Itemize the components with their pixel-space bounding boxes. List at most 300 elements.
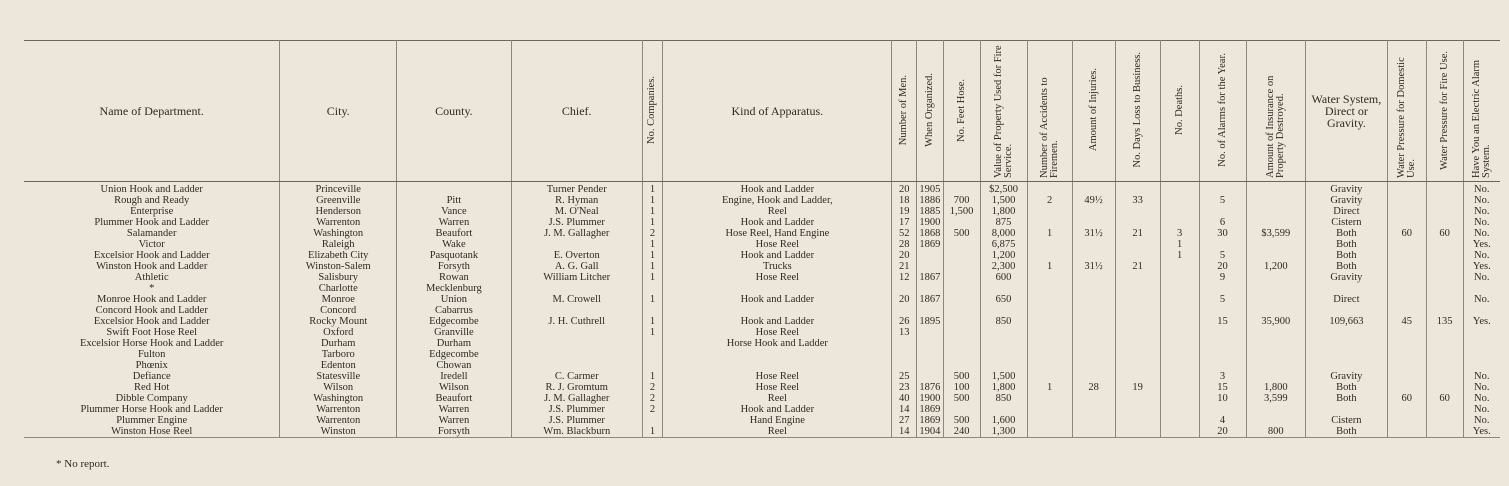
table-cell — [1199, 338, 1246, 349]
table-cell — [1160, 371, 1199, 382]
table-cell — [1426, 272, 1463, 283]
table-cell — [1387, 195, 1426, 206]
table-cell: Wilson — [397, 382, 512, 393]
table-cell — [1246, 338, 1305, 349]
table-cell: Both — [1305, 239, 1387, 250]
table-cell: 1,600 — [980, 415, 1027, 426]
table-cell: Winston Hook and Ladder — [96, 261, 208, 272]
table-cell — [1246, 182, 1305, 196]
table-cell — [1426, 283, 1463, 294]
table-cell: 2 — [642, 228, 662, 239]
table-cell: 1 — [1027, 228, 1072, 239]
table-cell — [1387, 305, 1426, 316]
table-cell: Durham — [280, 338, 397, 349]
table-cell: 500 — [943, 371, 980, 382]
table-cell — [1426, 327, 1463, 338]
table-cell — [1246, 239, 1305, 250]
table-cell — [1160, 338, 1199, 349]
table-cell — [1160, 426, 1199, 438]
table-cell — [1027, 305, 1072, 316]
table-cell — [1072, 305, 1115, 316]
table-cell: Victor — [138, 239, 165, 250]
table-cell — [1072, 327, 1115, 338]
table-cell: Reel — [663, 426, 892, 438]
column-header — [1160, 41, 1199, 182]
table-cell — [1199, 360, 1246, 371]
table-cell — [980, 338, 1027, 349]
table-cell — [1426, 415, 1463, 426]
table-cell: Iredell — [397, 371, 512, 382]
table-cell: 500 — [943, 228, 980, 239]
table-cell: Concord — [280, 305, 397, 316]
table-cell — [943, 239, 980, 250]
table-cell: 17 — [892, 217, 917, 228]
table-cell: Reel — [663, 393, 892, 404]
table-cell — [1160, 261, 1199, 272]
table-cell — [1115, 239, 1160, 250]
table-cell: Elizabeth City — [280, 250, 397, 261]
column-header — [663, 41, 892, 182]
table-cell: 28 — [892, 239, 917, 250]
table-cell: 1 — [1027, 382, 1072, 393]
table-cell: Athletic — [134, 272, 169, 283]
header-row — [24, 41, 1500, 182]
table-cell: M. O'Neal — [511, 206, 642, 217]
table-row — [24, 272, 1500, 283]
table-cell: Greenville — [280, 195, 397, 206]
table-cell: Excelsior Horse Hook and Ladder — [79, 338, 224, 349]
table-cell: 1904 — [917, 426, 944, 438]
table-cell — [1387, 294, 1426, 305]
table-cell: 650 — [980, 294, 1027, 305]
table-cell: Warren — [397, 415, 512, 426]
column-header — [1072, 41, 1115, 182]
table-cell — [1027, 360, 1072, 371]
table-cell: Durham — [397, 338, 512, 349]
table-cell: Plummer Hook and Ladder — [94, 217, 209, 228]
table-cell: No. — [1463, 182, 1500, 196]
column-header — [1387, 41, 1426, 182]
table-cell — [1027, 426, 1072, 438]
table-cell — [1072, 206, 1115, 217]
column-header — [642, 41, 662, 182]
table-row — [24, 250, 1500, 261]
table-cell: Salamander — [126, 228, 177, 239]
table-cell: 19 — [1115, 382, 1160, 393]
table-row — [24, 195, 1500, 206]
footnote: * No report. — [56, 458, 110, 470]
table-cell: 1895 — [917, 316, 944, 327]
table-cell: No. — [1463, 217, 1500, 228]
column-header-label: Number of Men. — [898, 74, 910, 146]
table-cell — [980, 305, 1027, 316]
table-cell: Dibble Company — [115, 393, 188, 404]
table-cell — [943, 327, 980, 338]
table-cell — [943, 316, 980, 327]
table-row — [24, 426, 1500, 438]
table-cell — [1199, 305, 1246, 316]
table-cell: 1 — [642, 217, 662, 228]
table-cell — [1463, 360, 1500, 371]
table-cell — [1072, 349, 1115, 360]
table-cell — [1246, 294, 1305, 305]
table-cell: E. Overton — [511, 250, 642, 261]
table-cell: 25 — [892, 371, 917, 382]
table-cell: 30 — [1199, 228, 1246, 239]
table-cell: Horse Hook and Ladder — [663, 338, 892, 349]
table-cell — [1072, 217, 1115, 228]
table-cell: Hand Engine — [663, 415, 892, 426]
table-cell — [1115, 305, 1160, 316]
table-cell — [1305, 338, 1387, 349]
table-cell: Wm. Blackburn — [511, 426, 642, 438]
table-cell — [892, 338, 917, 349]
table-cell: 1 — [642, 272, 662, 283]
table-cell — [1160, 327, 1199, 338]
table-cell — [1387, 338, 1426, 349]
table-cell — [1426, 206, 1463, 217]
column-header — [943, 41, 980, 182]
table-row — [24, 371, 1500, 382]
table-cell — [1160, 360, 1199, 371]
table-cell: 2 — [642, 382, 662, 393]
table-cell — [1387, 217, 1426, 228]
table-cell — [1160, 217, 1199, 228]
fire-department-table — [24, 40, 1500, 438]
table-cell: J.S. Plummer — [511, 415, 642, 426]
table-cell: Enterprise — [130, 206, 174, 217]
table-row — [24, 228, 1500, 239]
table-cell — [1305, 349, 1387, 360]
table-cell: Oxford — [280, 327, 397, 338]
table-cell: 1 — [642, 239, 662, 250]
table-cell — [1115, 294, 1160, 305]
table-cell — [511, 327, 642, 338]
table-cell: J. M. Gallagher — [511, 393, 642, 404]
table-cell — [1160, 195, 1199, 206]
table-cell — [1387, 349, 1426, 360]
table-cell: 1900 — [917, 393, 944, 404]
table-cell: Cistern — [1305, 415, 1387, 426]
column-header-label: Have You an Electric Alarm System. — [1470, 59, 1492, 178]
table-cell — [1115, 426, 1160, 438]
table-cell: Chowan — [397, 360, 512, 371]
column-header — [980, 41, 1027, 182]
table-cell: Hook and Ladder — [663, 294, 892, 305]
table-cell — [1027, 239, 1072, 250]
table-cell: 1,500 — [980, 371, 1027, 382]
table-cell: 1,200 — [1246, 261, 1305, 272]
table-cell — [1305, 283, 1387, 294]
table-cell: Wake — [397, 239, 512, 250]
table-cell: Henderson — [280, 206, 397, 217]
table-cell — [1426, 360, 1463, 371]
table-cell: 60 — [1387, 228, 1426, 239]
table-cell: 2 — [642, 393, 662, 404]
table-cell: 1 — [642, 371, 662, 382]
table-cell — [1072, 338, 1115, 349]
column-header-label: County. — [435, 104, 473, 118]
table-cell: 21 — [1115, 228, 1160, 239]
table-cell: 1886 — [917, 195, 944, 206]
table-cell: 2 — [642, 404, 662, 415]
table-cell — [1199, 404, 1246, 415]
table-cell — [1246, 250, 1305, 261]
table-cell: 31½ — [1072, 261, 1115, 272]
table-cell: 2 — [1027, 195, 1072, 206]
table-cell: 1 — [642, 426, 662, 438]
table-cell — [1426, 217, 1463, 228]
table-cell: No. — [1463, 294, 1500, 305]
table-row — [24, 305, 1500, 316]
column-header-label: Chief. — [561, 104, 592, 118]
column-header-label: Kind of Apparatus. — [731, 104, 824, 118]
table-cell — [1160, 415, 1199, 426]
table-cell — [1426, 294, 1463, 305]
table-cell: R. J. Gromtum — [511, 382, 642, 393]
table-cell — [1027, 283, 1072, 294]
column-header — [1115, 41, 1160, 182]
table-row — [24, 360, 1500, 371]
table-cell: Reel — [663, 206, 892, 217]
table-cell: 5 — [1199, 195, 1246, 206]
table-cell: 19 — [892, 206, 917, 217]
table-cell — [943, 338, 980, 349]
table-cell — [397, 182, 512, 196]
table-cell — [663, 305, 892, 316]
table-cell — [943, 182, 980, 196]
table-cell — [917, 349, 944, 360]
table-cell — [1027, 327, 1072, 338]
table-cell: Warren — [397, 404, 512, 415]
table-cell: 15 — [1199, 316, 1246, 327]
table-cell — [943, 283, 980, 294]
table-cell — [1387, 250, 1426, 261]
table-cell — [1160, 305, 1199, 316]
table-cell: Yes. — [1463, 316, 1500, 327]
table-cell — [1027, 217, 1072, 228]
table-cell — [1027, 349, 1072, 360]
table-cell — [1426, 404, 1463, 415]
table-cell — [943, 272, 980, 283]
table-cell — [1387, 206, 1426, 217]
table-cell — [892, 349, 917, 360]
table-cell: 10 — [1199, 393, 1246, 404]
table-cell: Mecklenburg — [397, 283, 512, 294]
table-cell — [511, 305, 642, 316]
table-cell: 1 — [642, 261, 662, 272]
table-cell — [1027, 393, 1072, 404]
table-cell: 1,500 — [980, 195, 1027, 206]
table-cell — [642, 415, 662, 426]
column-header — [892, 41, 917, 182]
table-cell: 13 — [892, 327, 917, 338]
table-cell: 6 — [1199, 217, 1246, 228]
table-cell — [1426, 239, 1463, 250]
table-cell: Rough and Ready — [114, 195, 190, 206]
table-cell: 1 — [1027, 261, 1072, 272]
table-cell — [943, 250, 980, 261]
table-cell — [1246, 195, 1305, 206]
table-cell: Swift Foot Hose Reel — [106, 327, 198, 338]
table-cell: 20 — [892, 250, 917, 261]
table-cell: Pitt — [397, 195, 512, 206]
table-cell — [1160, 404, 1199, 415]
table-cell: Hook and Ladder — [663, 316, 892, 327]
table-cell — [892, 305, 917, 316]
table-cell: 60 — [1387, 393, 1426, 404]
table-cell — [1027, 272, 1072, 283]
table-cell — [1387, 426, 1426, 438]
table-cell: 1,800 — [980, 382, 1027, 393]
table-cell: No. — [1463, 382, 1500, 393]
table-cell: Both — [1305, 261, 1387, 272]
table-cell: Winston — [280, 426, 397, 438]
table-cell: Hose Reel — [663, 371, 892, 382]
table-cell: Gravity — [1305, 371, 1387, 382]
table-cell — [1199, 327, 1246, 338]
table-cell: 1 — [642, 294, 662, 305]
table-cell: No. — [1463, 393, 1500, 404]
table-cell — [1387, 371, 1426, 382]
table-cell: No. — [1463, 272, 1500, 283]
table-cell: Salisbury — [280, 272, 397, 283]
table-row — [24, 327, 1500, 338]
table-cell: $2,500 — [980, 182, 1027, 196]
table-cell: 28 — [1072, 382, 1115, 393]
table-cell: 1 — [642, 195, 662, 206]
table-cell: No. — [1463, 195, 1500, 206]
table-cell — [1027, 415, 1072, 426]
table-cell: 1,300 — [980, 426, 1027, 438]
table-row — [24, 382, 1500, 393]
table-cell: 40 — [892, 393, 917, 404]
table-cell: Wilson — [280, 382, 397, 393]
table-cell: Yes. — [1463, 239, 1500, 250]
table-cell: No. — [1463, 404, 1500, 415]
table-cell — [1199, 349, 1246, 360]
table-cell: No. — [1463, 206, 1500, 217]
table-cell: J.S. Plummer — [511, 404, 642, 415]
table-cell: Edgecombe — [397, 316, 512, 327]
table-cell: 20 — [1199, 261, 1246, 272]
table-cell — [1305, 404, 1387, 415]
table-cell: 1 — [642, 327, 662, 338]
table-cell: 1905 — [917, 182, 944, 196]
table-cell — [1246, 206, 1305, 217]
table-cell — [1246, 349, 1305, 360]
table-cell — [917, 371, 944, 382]
table-cell — [1072, 283, 1115, 294]
table-cell: 1869 — [917, 415, 944, 426]
table-cell: 21 — [892, 261, 917, 272]
table-cell: 1869 — [917, 404, 944, 415]
column-header — [1426, 41, 1463, 182]
table-cell: 1876 — [917, 382, 944, 393]
table-cell — [642, 360, 662, 371]
table-cell: 850 — [980, 393, 1027, 404]
table-cell: 26 — [892, 316, 917, 327]
table-cell — [1387, 283, 1426, 294]
table-cell: J. M. Gallagher — [511, 228, 642, 239]
table-cell — [1387, 182, 1426, 196]
table-cell: * — [149, 283, 155, 294]
table-cell — [1115, 206, 1160, 217]
table-cell — [1115, 338, 1160, 349]
table-cell: 1 — [642, 250, 662, 261]
table-cell — [1027, 316, 1072, 327]
table-cell — [1072, 404, 1115, 415]
table-cell: 60 — [1426, 228, 1463, 239]
table-cell — [1246, 415, 1305, 426]
table-cell: 1868 — [917, 228, 944, 239]
table-cell: M. Crowell — [511, 294, 642, 305]
table-cell: A. G. Gall — [511, 261, 642, 272]
column-header-label: Water Pressure for Domestic Use. — [1395, 57, 1417, 178]
table-row — [24, 404, 1500, 415]
table-cell: Vance — [397, 206, 512, 217]
table-cell: Warren — [397, 217, 512, 228]
table-cell — [943, 261, 980, 272]
table-cell — [1246, 217, 1305, 228]
table-cell: Excelsior Hook and Ladder — [93, 250, 210, 261]
table-cell: 20 — [892, 182, 917, 196]
table-cell: Hook and Ladder — [663, 182, 892, 196]
column-header-label: Water Pressure for Fire Use. — [1438, 50, 1450, 170]
column-header — [280, 41, 397, 182]
table-cell: 800 — [1246, 426, 1305, 438]
table-cell: Concord Hook and Ladder — [95, 305, 208, 316]
table-cell — [1426, 382, 1463, 393]
table-cell — [1027, 404, 1072, 415]
table-cell: 3 — [1160, 228, 1199, 239]
table-cell — [1160, 294, 1199, 305]
table-cell: Fulton — [137, 349, 166, 360]
table-cell: 4 — [1199, 415, 1246, 426]
table-cell — [663, 283, 892, 294]
table-cell: Hose Reel — [663, 239, 892, 250]
column-header-label: No. Feet Hose. — [955, 78, 967, 142]
table-row — [24, 206, 1500, 217]
column-header — [917, 41, 944, 182]
table-cell — [1387, 360, 1426, 371]
table-cell: Beaufort — [397, 228, 512, 239]
table-cell — [511, 360, 642, 371]
table-row — [24, 283, 1500, 294]
column-header-label: No. Days Loss to Business. — [1131, 52, 1143, 168]
table-cell — [917, 305, 944, 316]
table-cell — [1027, 182, 1072, 196]
table-body — [24, 182, 1500, 438]
table-cell — [980, 327, 1027, 338]
table-cell: 1,800 — [980, 206, 1027, 217]
table-cell — [1426, 426, 1463, 438]
table-cell: 850 — [980, 316, 1027, 327]
table-cell: Beaufort — [397, 393, 512, 404]
table-cell: Rowan — [397, 272, 512, 283]
table-cell: Direct — [1305, 294, 1387, 305]
table-cell — [1027, 250, 1072, 261]
table-cell — [1426, 195, 1463, 206]
table-cell: Hose Reel — [663, 382, 892, 393]
column-header-label: No. Companies. — [646, 76, 658, 144]
table-cell — [943, 305, 980, 316]
table-cell: Gravity — [1305, 195, 1387, 206]
table-cell — [1426, 349, 1463, 360]
table-cell: R. Hyman — [511, 195, 642, 206]
table-cell: Charlotte — [280, 283, 397, 294]
table-cell — [1246, 404, 1305, 415]
